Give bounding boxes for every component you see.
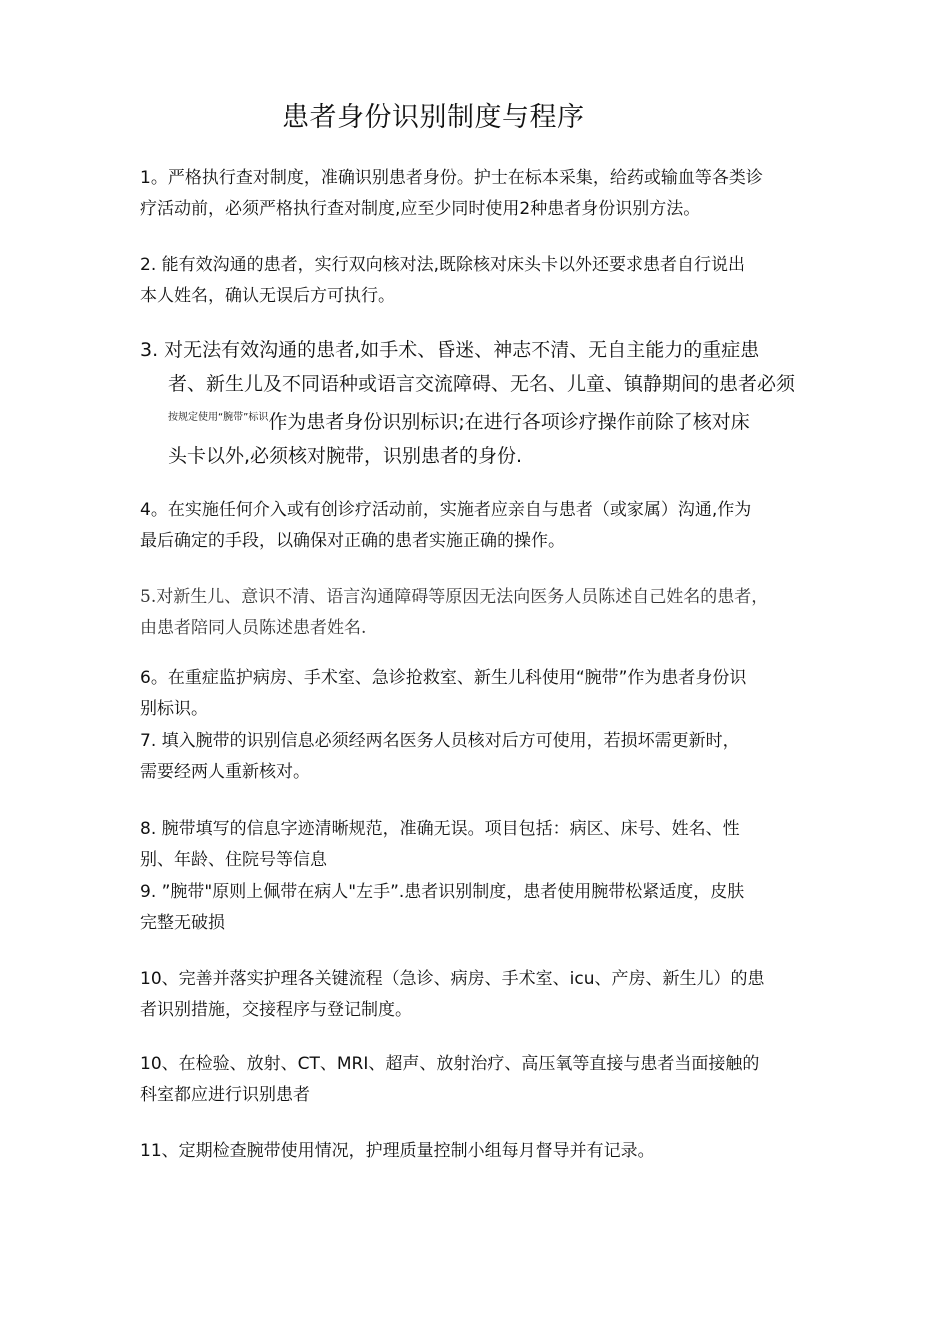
paragraph-line: 疗活动前，必须严格执行查对制度,应至少同时使用2种患者身份识别方法。 (140, 199, 701, 219)
paragraph-line: 3. 对无法有效沟通的患者,如手术、昏迷、神志不清、无自主能力的重症患 (140, 339, 760, 361)
paragraph-line: 1。严格执行查对制度，准确识别患者身份。护士在标本采集，给药或输血等各类诊 (140, 168, 763, 188)
paragraph-line: 10、在检验、放射、CT、MRI、超声、放射治疗、高压氧等直接与患者当面接触的 (140, 1054, 760, 1074)
paragraph-line: 5.对新生儿、意识不清、语言沟通障碍等原因无法向医务人员陈述自己姓名的患者， (140, 587, 769, 607)
paragraph-line: 需要经两人重新核对。 (140, 762, 310, 782)
paragraph-9 (140, 877, 852, 939)
paragraph-line: 本人姓名，确认无误后方可执行。 (140, 286, 395, 306)
paragraph-line: 4。在实施任何介入或有创诊疗活动前，实施者应亲自与患者（或家属）沟通,作为 (140, 500, 752, 520)
paragraph-line: 7. 填入腕带的识别信息必须经两名医务人员核对后方可使用，若损坏需更新时， (140, 731, 740, 751)
paragraph-line: 科室都应进行识别患者 (140, 1085, 310, 1105)
paragraph-line: 11、定期检查腕带使用情况，护理质量控制小组每月督导并有记录。 (140, 1141, 655, 1161)
paragraph-5 (140, 582, 852, 644)
paragraph-line: 者识别措施，交接程序与登记制度。 (140, 1000, 412, 1020)
paragraph-line (140, 401, 852, 439)
paragraph-10a (140, 964, 852, 1026)
paragraph-10b (140, 1049, 852, 1111)
paragraph-line: 8. 腕带填写的信息字迹清晰规范，准确无误。项目包括：病区、床号、姓名、性 (140, 819, 740, 839)
paragraph-4 (140, 495, 852, 557)
paragraph-line: 6。在重症监护病房、手术室、急诊抢救室、新生儿科使用“腕带”作为患者身份识 (140, 668, 747, 688)
paragraph-line: 最后确定的手段，以确保对正确的患者实施正确的操作。 (140, 531, 565, 551)
paragraph-line: 9. ”腕带"原则上佩带在病人"左手”.患者识别制度，患者使用腕带松紧适度，皮肤 (140, 882, 745, 902)
paragraph-line: 由患者陪同人员陈述患者姓名. (140, 618, 367, 638)
paragraph-line: 2. 能有效沟通的患者，实行双向核对法,既除核对床头卡以外还要求患者自行说出 (140, 255, 746, 275)
paragraph-line: 10、完善并落实护理各关键流程（急诊、病房、手术室、icu、产房、新生儿）的患 (140, 969, 765, 989)
paragraph-1 (140, 163, 852, 225)
paragraph-line: 头卡以外,必须核对腕带，识别患者的身份. (168, 445, 523, 467)
paragraph-7 (140, 726, 852, 788)
paragraph-11 (140, 1136, 852, 1167)
paragraph-6 (140, 663, 852, 725)
paragraph-8 (140, 814, 852, 876)
paragraph-3 (140, 333, 852, 473)
paragraph-2 (140, 250, 852, 312)
paragraph-line: 别标识。 (140, 699, 208, 719)
paragraph-line: 别、年龄、住院号等信息 (140, 850, 327, 870)
small-inline-text: 按规定使用“腕带”标识 (168, 412, 269, 423)
paragraph-line: 者、新生儿及不同语种或语言交流障碍、无名、儿童、镇静期间的患者必须 (168, 373, 796, 395)
document-title: 患者身份识别制度与程序 (282, 102, 585, 133)
paragraph-line-rest: 作为患者身份识别标识;在进行各项诊疗操作前除了核对床 (268, 411, 750, 433)
paragraph-line: 完整无破损 (140, 913, 225, 933)
